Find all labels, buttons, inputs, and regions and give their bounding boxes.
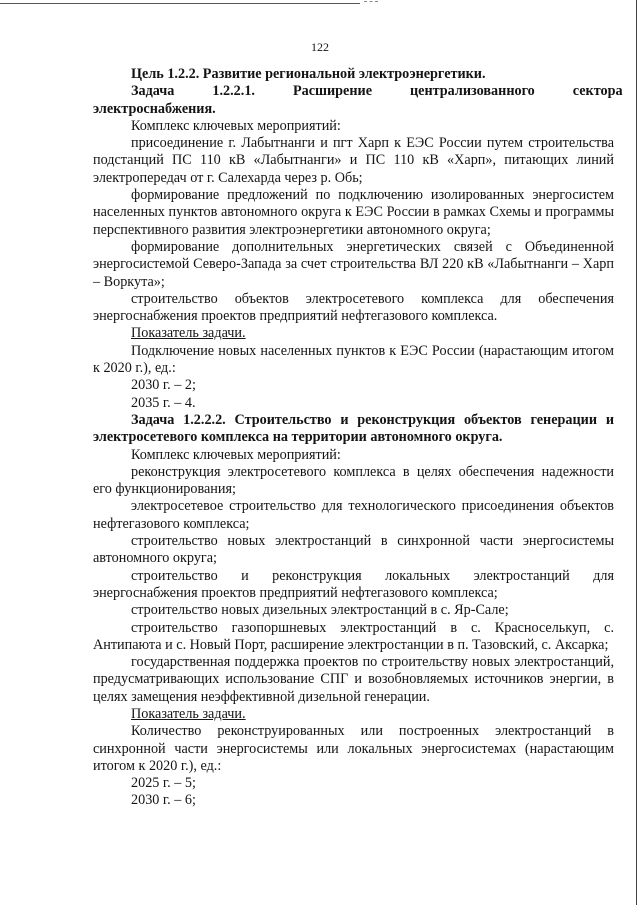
- task-2-item: строительство и реконструкция локальных электростанций для энергоснабжения проектов предприятий нефтегазового комплекса;: [93, 567, 614, 601]
- task-1-label: Задача: [131, 83, 175, 100]
- task-1-item: формирование предложений по подключению изолированных энергосистем населенных пунктов автономного округа к ЕЭС России в рамках Схемы и программы перспективного развития электроэнергетики автономного округа;: [93, 187, 614, 238]
- task-1-word-1: Расширение: [292, 83, 372, 100]
- task-2-item: строительство газопоршневых электростанций в с. Красноселькуп, с. Антипаюта и с. Новый Порт, расширение электростанции в п. Тазовский, с. Аксарка;: [93, 619, 614, 653]
- task-1-indicator-text: Подключение новых населенных пунктов к ЕЭС России (нарастающим итогом к 2020 г.), ед.:: [93, 342, 614, 377]
- scan-mark: [364, 1, 378, 4]
- task-1-word-2: централизованного: [410, 83, 535, 100]
- task-1-item: формирование дополнительных энергетических связей с Объединенной энергосистемой Северо-Запада за счет строительства ВЛ 220 кВ «Лабытнанги – Харп – Воркута»;: [93, 238, 614, 290]
- task-2-item: строительство новых дизельных электростанций в с. Яр-Сале;: [131, 602, 509, 619]
- task-1-heading: [93, 83, 623, 100]
- document-body: [93, 66, 623, 810]
- task-1-value: 2035 г. – 4.: [131, 394, 196, 411]
- task-1-value: 2030 г. – 2;: [131, 377, 196, 394]
- task-2-heading: Задача 1.2.2.2. Строительство и реконструкция объектов генерации и электросетевого комплекса на территории автономного округа.: [93, 411, 614, 446]
- task-1-word-3: сектора: [572, 83, 623, 100]
- task-1-item: строительство объектов электросетевого комплекса для обеспечения энергоснабжения проектов предприятий нефтегазового комплекса.: [93, 290, 614, 325]
- task-2-item: реконструкция электросетевого комплекса в целях обеспечения надежности его функционирования;: [93, 463, 614, 498]
- task-2-indicator-text: Количество реконструированных или построенных электростанций в синхронной части энергосистемы или локальных энергосистемах (нарастающим итогом к 2020 г.), ед.:: [93, 723, 614, 774]
- task-1-number: 1.2.2.1.: [212, 83, 255, 100]
- scan-edge-right: [636, 0, 637, 905]
- goal-title: Цель 1.2.2. Развитие региональной электроэнергетики.: [131, 66, 486, 82]
- task-1-complex-label: Комплекс ключевых мероприятий:: [131, 117, 341, 134]
- task-2-value: 2030 г. – 6;: [131, 792, 196, 809]
- task-2-value: 2025 г. – 5;: [131, 775, 196, 792]
- task-1-heading-line-2: электроснабжения.: [93, 100, 216, 117]
- task-1-item: присоединение г. Лабытнанги и пгт Харп к ЕЭС России путем строительства подстанций ПС 110 кВ «Лабытнанги» и ПС 110 кВ «Харп», питающих линий электропередач от г. Салехарда через р. Обь;: [93, 135, 614, 186]
- task-2-complex-label: Комплекс ключевых мероприятий:: [131, 446, 341, 463]
- task-2-item: строительство новых электростанций в синхронной части энергосистемы автономного округа;: [93, 533, 614, 567]
- page-number: 122: [311, 40, 329, 54]
- scan-edge-top: [0, 3, 360, 4]
- task-2-item: государственная поддержка проектов по строительству новых электростанций, предусматривающих использование СПГ и возобновляемых источников энергии, в целях замещения неэффективной дизельной генерации.: [93, 654, 614, 705]
- task-2-indicator-heading: Показатель задачи.: [131, 705, 246, 722]
- task-1-indicator-heading: Показатель задачи.: [131, 325, 246, 342]
- task-2-item: электросетевое строительство для технологического присоединения объектов нефтегазового комплекса;: [93, 498, 614, 532]
